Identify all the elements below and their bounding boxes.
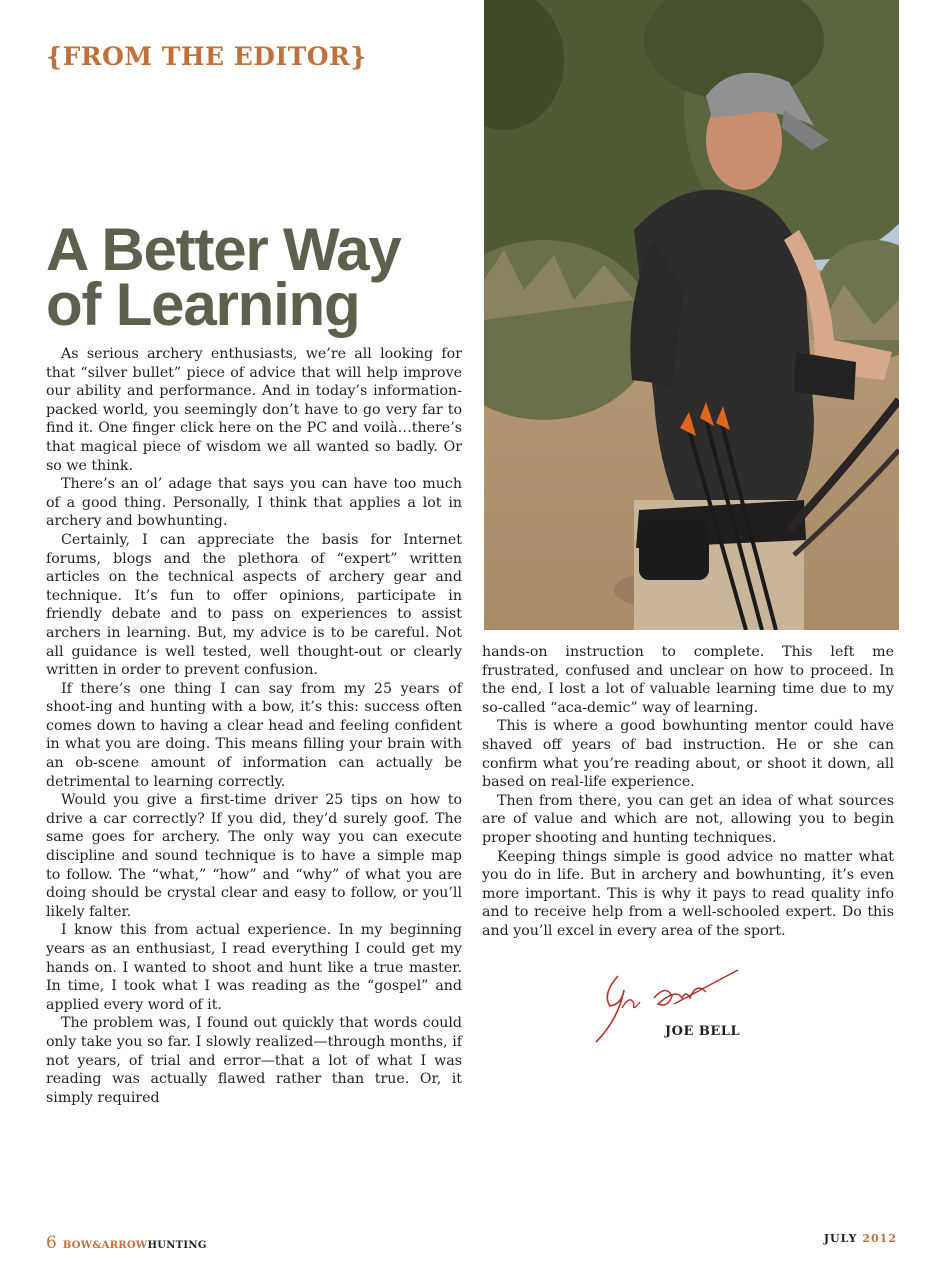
article-title [46, 216, 466, 338]
paragraph: Certainly, I can appreciate the basis for Internet forums, blogs and the plethora of “expert” written articles on the technical aspects of archery gear and technique. It’s fun to offer opinions, participate in friendly debate and to pass on experiences to assist archers in learning. But, my advice is to be careful. Not all guidance is well tested, well thought-out or clearly written in order to prevent confusion. [46, 531, 462, 679]
signer-name: JOE BELL [665, 1024, 741, 1039]
paragraph: hands-on instruction to complete. This left me frustrated, confused and unclear on how to proceed. In the end, I lost a lot of valuable learning time due to my so-called “aca-demic” way of learning. [482, 644, 894, 716]
paragraph: The problem was, I found out quickly that words could only take you so far. I slowly realized—through months, if not years, of trial and error—that a lot of what I was reading was actually flawed rather than true. Or, it simply required [46, 1015, 462, 1106]
paragraph: There’s an ol’ adage that says you can have too much of a good thing. Personally, I think that applies a lot in archery and bowhunting. [46, 476, 462, 530]
paragraph: If there’s one thing I can say from my 25 years of shoot-ing and hunting with a bow, it’s this: success often comes down to having a clear head and feeling confident in what you are doing. This means filling your brain with an ob-scene amount of information can actually be detrimental to learning correctly. [46, 680, 462, 790]
paragraph: This is where a good bowhunting mentor could have shaved off years of bad instruction. He or she can confirm what you’re reading about, or shoot it down, all based on real-life experience. [482, 718, 894, 791]
editor-photo [484, 0, 899, 630]
section-kicker: {FROM THE EDITOR} [46, 42, 367, 71]
magazine-logo-part2: HUNTING [147, 1240, 207, 1251]
magazine-logo [63, 1240, 207, 1251]
page-number: 6 [46, 1233, 57, 1253]
paragraph: Then from there, you can get an idea of what sources are of value and which are not, allowing you to begin proper shooting and hunting techniques. [482, 792, 894, 846]
article-title-line2: of Learning [46, 271, 360, 338]
paragraph: Would you give a first-time driver 25 tips on how to drive a car correctly? If you did, they’d surely goof. The same goes for archery. The only way you can execute discipline and sound technique is to have a simple map to follow. The “what,” “how” and “why” of what you are doing should be crystal clear and easy to follow, or you’ll likely falter. [46, 792, 462, 920]
paragraph: As serious archery enthusiasts, we’re all looking for that “silver bullet” piece of advice that will help improve our ability and performance. And in today’s information-packed world, you seemingly don’t have to go very far to find it. One finger click here on the PC and voilà…there’s that magical piece of wisdom we all wanted so badly. Or so we think. [46, 346, 462, 474]
issue-month: JULY [823, 1232, 858, 1245]
issue-date [824, 1232, 897, 1245]
article-body-column-1 [46, 345, 462, 1107]
paragraph: Keeping things simple is good advice no matter what you do in life. But in archery and bowhunting, it’s even more important. This is why it pays to read quality info and to receive help from a well-schooled expert. Do this and you’ll excel in every area of the sport. [482, 848, 894, 939]
page-folio [46, 1233, 207, 1253]
article-title-line1: A Better Way [46, 216, 401, 283]
issue-year: 2012 [862, 1232, 897, 1245]
editor-archer-illustration [484, 0, 899, 630]
article-body-column-2 [482, 643, 894, 941]
paragraph: I know this from actual experience. In my beginning years as an enthusiast, I read everything I could get my hands on. I wanted to shoot and hunt like a true master. In time, I took what I was reading as the “gospel” and applied every word of it. [46, 922, 462, 1013]
magazine-logo-part1: BOW&ARROW [62, 1240, 148, 1251]
